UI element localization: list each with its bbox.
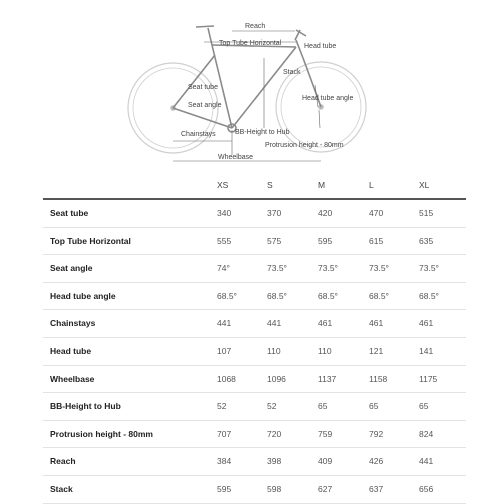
cell-s: 68.5° xyxy=(267,290,287,301)
label-protrusion: Protrusion height - 80mm xyxy=(265,142,344,149)
cell-xs: 340 xyxy=(217,208,232,218)
cell-m: 627 xyxy=(318,483,333,494)
row-label: Seat angle xyxy=(50,263,93,274)
table-row-bb-height xyxy=(43,393,466,421)
cell-s: 1096 xyxy=(267,373,286,384)
table-row-wheelbase xyxy=(43,366,466,394)
label-seat-angle: Seat angle xyxy=(188,102,222,109)
row-label: BB-Height to Hub xyxy=(50,401,121,412)
row-label: Wheelbase xyxy=(50,373,95,384)
cell-m: 65 xyxy=(318,401,328,412)
cell-s: 370 xyxy=(267,208,282,218)
cell-xs: 595 xyxy=(217,483,232,494)
label-head-tube-angle: Head tube angle xyxy=(302,95,354,102)
cell-xs: 384 xyxy=(217,456,232,467)
cell-s: 598 xyxy=(267,483,282,494)
cell-m: 595 xyxy=(318,235,333,246)
table-row-stack xyxy=(43,476,466,504)
bike-geometry-diagram xyxy=(0,0,500,170)
cell-xs: 1068 xyxy=(217,373,236,384)
row-label: Stack xyxy=(50,483,73,494)
cell-l: 637 xyxy=(369,483,384,494)
cell-m: 68.5° xyxy=(318,290,338,301)
cell-l: 1158 xyxy=(369,373,388,384)
cell-l: 426 xyxy=(369,456,384,467)
cell-xl: 73.5° xyxy=(419,263,439,274)
row-label: Chainstays xyxy=(50,318,96,329)
cell-l: 68.5° xyxy=(369,290,389,301)
geometry-table xyxy=(43,172,466,504)
row-label: Head tube xyxy=(50,345,92,356)
size-header-xs: XS xyxy=(217,180,229,190)
cell-l: 121 xyxy=(369,345,384,356)
cell-xl: 656 xyxy=(419,483,434,494)
table-row-head-tube xyxy=(43,338,466,366)
cell-l: 615 xyxy=(369,235,384,246)
table-row-reach xyxy=(43,448,466,476)
cell-s: 73.5° xyxy=(267,263,287,274)
cell-s: 441 xyxy=(267,318,282,329)
row-label: Protrusion height - 80mm xyxy=(50,428,153,439)
cell-xs: 555 xyxy=(217,235,232,246)
label-head-tube: Head tube xyxy=(304,43,337,50)
cell-xs: 441 xyxy=(217,318,232,329)
cell-s: 575 xyxy=(267,235,282,246)
label-bb-height: BB-Height to Hub xyxy=(235,129,290,136)
cell-xl: 1175 xyxy=(419,373,438,384)
size-header-xl: XL xyxy=(419,180,430,190)
table-row-seat-angle xyxy=(43,255,466,283)
cell-xl: 515 xyxy=(419,208,434,218)
cell-xs: 68.5° xyxy=(217,290,237,301)
cell-l: 792 xyxy=(369,428,384,439)
size-header-row xyxy=(43,172,466,200)
cell-m: 1137 xyxy=(318,373,337,384)
cell-m: 409 xyxy=(318,456,333,467)
cell-l: 73.5° xyxy=(369,263,389,274)
size-header-m: M xyxy=(318,180,326,190)
cell-m: 461 xyxy=(318,318,333,329)
label-chainstays: Chainstays xyxy=(181,131,216,138)
cell-xl: 68.5° xyxy=(419,290,439,301)
size-header-l: L xyxy=(369,180,374,190)
table-row-head-tube-angle xyxy=(43,283,466,311)
cell-s: 720 xyxy=(267,428,282,439)
table-row-seat-tube xyxy=(43,200,466,228)
cell-s: 52 xyxy=(267,401,277,412)
label-reach: Reach xyxy=(245,23,266,30)
cell-l: 65 xyxy=(369,401,379,412)
cell-xl: 461 xyxy=(419,318,434,329)
cell-xl: 824 xyxy=(419,428,434,439)
size-header-s: S xyxy=(267,180,273,190)
cell-m: 420 xyxy=(318,208,333,218)
table-row-protrusion xyxy=(43,421,466,449)
cell-m: 759 xyxy=(318,428,333,439)
cell-l: 470 xyxy=(369,208,384,218)
label-wheelbase: Wheelbase xyxy=(218,154,254,161)
cell-xs: 74° xyxy=(217,263,230,274)
label-top-tube: Top Tube Horizontal xyxy=(219,40,282,47)
cell-xs: 107 xyxy=(217,345,232,356)
cell-s: 398 xyxy=(267,456,282,467)
cell-m: 73.5° xyxy=(318,263,338,274)
table-row-top-tube xyxy=(43,228,466,256)
cell-xl: 65 xyxy=(419,401,429,412)
label-stack: Stack xyxy=(283,69,301,76)
row-label: Top Tube Horizontal xyxy=(50,235,131,246)
row-label: Reach xyxy=(50,456,76,467)
cell-s: 110 xyxy=(267,345,281,356)
label-seat-tube: Seat tube xyxy=(188,84,218,91)
cell-xl: 141 xyxy=(419,345,434,356)
cell-xl: 635 xyxy=(419,235,434,246)
row-label: Head tube angle xyxy=(50,290,116,301)
cell-xs: 52 xyxy=(217,401,227,412)
cell-m: 110 xyxy=(318,345,332,356)
cell-l: 461 xyxy=(369,318,384,329)
cell-xl: 441 xyxy=(419,456,434,467)
cell-xs: 707 xyxy=(217,428,232,439)
row-label: Seat tube xyxy=(50,208,89,218)
table-row-chainstays xyxy=(43,310,466,338)
